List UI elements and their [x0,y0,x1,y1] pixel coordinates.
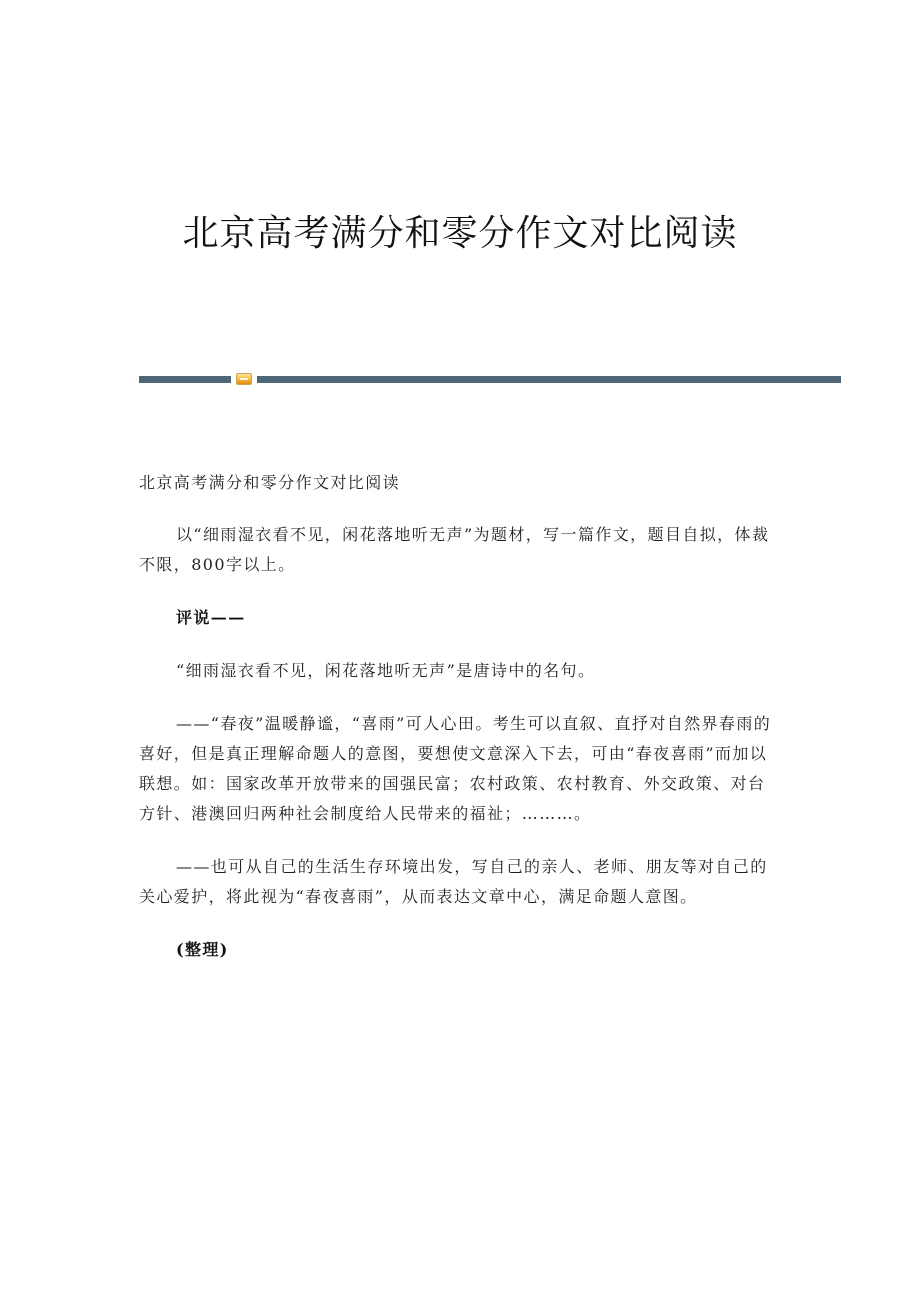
document-body [139,468,779,988]
divider-ornament-icon [236,373,252,385]
divider-bar-right [257,376,841,383]
document-title: 北京高考满分和零分作文对比阅读 [182,213,738,254]
divider-bar-left [139,376,231,383]
document-subtitle: 北京高考满分和零分作文对比阅读 [139,473,401,492]
title-divider [139,373,841,387]
comment-paragraph-2: ——“春夜”温暖静谧，“喜雨”可人心田。考生可以直叙、直抒对自然界春雨的喜好，但是真正理解命题人的意图，要想使文意深入下去，可由“春夜喜雨”而加以联想。如：国家改革开放带来的国强民富；农村政策、农村教育、外交政策、对台方针、港澳回归两种社会制度给人民带来的福祉；………。 [139,714,772,823]
editor-note: (整理) [176,940,229,959]
essay-prompt-paragraph: 以“细雨湿衣看不见，闲花落地听无声”为题材，写一篇作文，题目自拟，体裁不限，800字以上。 [139,525,770,574]
comment-paragraph-1: “细雨湿衣看不见，闲花落地听无声”是唐诗中的名句。 [176,661,596,680]
comment-paragraph-3: ——也可从自己的生活生存环境出发，写自己的亲人、老师、朋友等对自己的关心爱护，将此视为“春夜喜雨”，从而表达文章中心，满足命题人意图。 [139,857,768,906]
comment-heading: 评说—— [176,608,246,627]
